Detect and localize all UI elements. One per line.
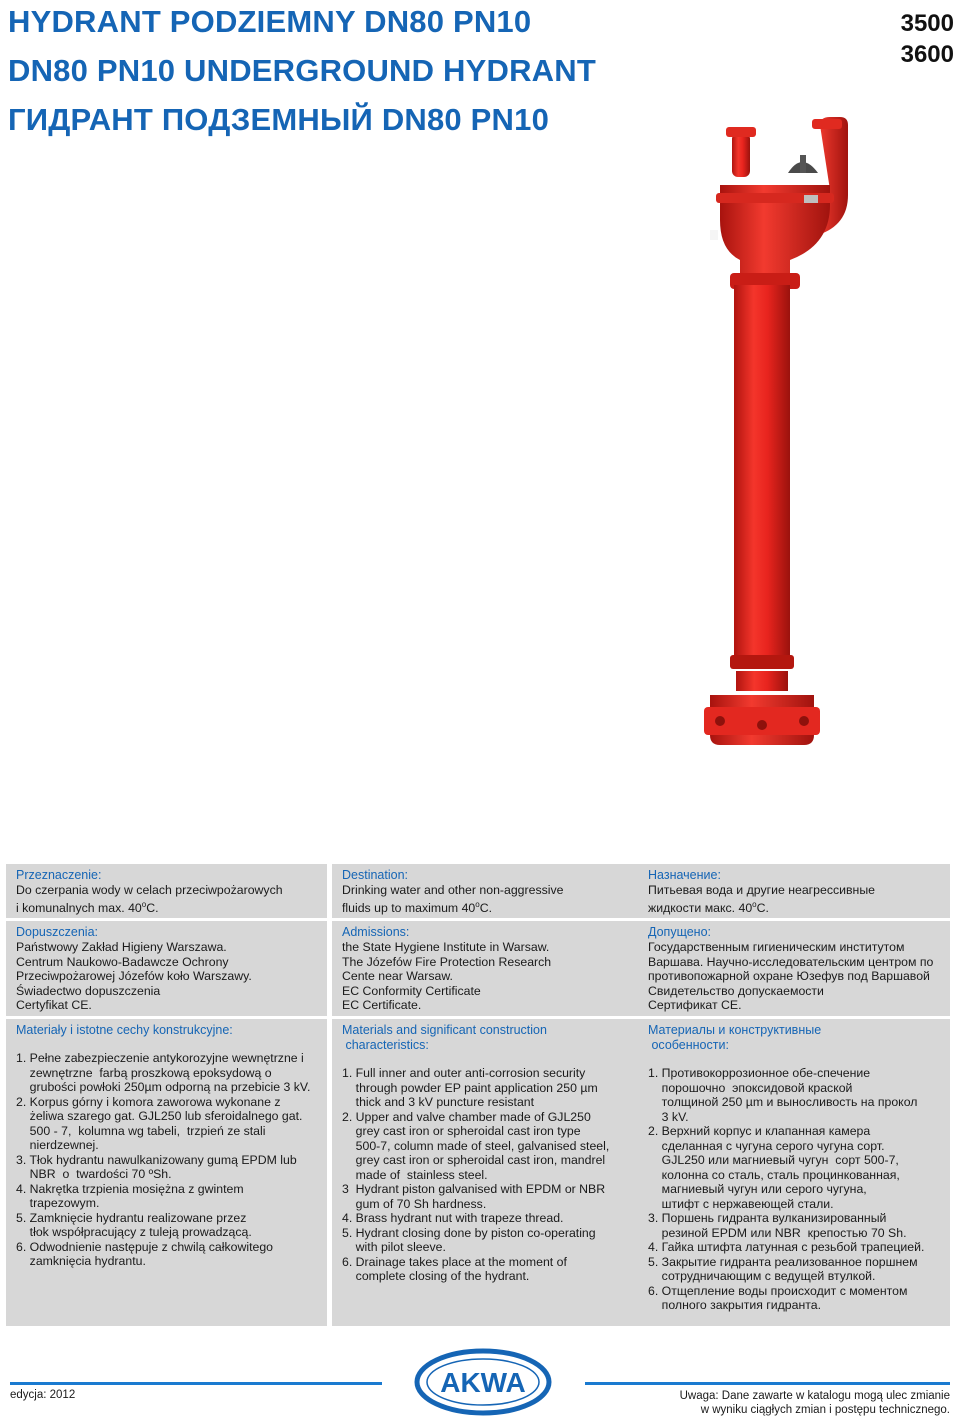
title-russian: ГИДРАНТ ПОДЗЕМНЫЙ DN80 PN10	[8, 102, 550, 137]
purpose-text-ru-2a: жидкости макс. 40	[648, 900, 753, 915]
list-item: grubości powłoki 250µm odporną na przebicie 3 kV.	[16, 1080, 311, 1094]
list-item: 2. Верхний корпус и клапанная камера	[648, 1124, 871, 1138]
list-item: полного закрытия гидранта.	[648, 1298, 822, 1312]
admissions-panel-pl	[6, 921, 327, 1016]
admissions-heading-ru: Допущено:	[648, 925, 712, 939]
list-item: 4. Гайка штифта латунная с резьбой трапецией.	[648, 1240, 925, 1254]
materials-heading-en: Materials and significant construction	[342, 1023, 547, 1037]
column-english	[332, 864, 653, 1326]
akwa-logo	[413, 1348, 553, 1416]
purpose-text-ru-1: Питьевая вода и другие неагрессивные	[648, 883, 876, 897]
materials-list-pl	[16, 1051, 317, 1269]
admissions-line: Centrum Naukowo-Badawcze Ochrony	[16, 954, 229, 969]
list-item: nierdzewnej.	[16, 1138, 99, 1152]
materials-panel-pl	[6, 1019, 327, 1326]
admissions-panel-ru	[638, 921, 950, 1016]
title-polish: HYDRANT PODZIEMNY DN80 PN10	[8, 4, 532, 39]
column-russian	[638, 864, 950, 1326]
list-item: NBR o twardości 70 ºSh.	[16, 1167, 172, 1181]
list-item: сотрудничающим с ведущей втулкой.	[648, 1269, 876, 1283]
list-item: резиной EPDM или NBR крепостью 70 Sh.	[648, 1225, 907, 1240]
hydrant-image	[680, 95, 880, 755]
admissions-line: Сертификат CE.	[648, 998, 742, 1012]
list-item: GJL250 или магниевый чугун сорт 500-7,	[648, 1153, 899, 1167]
purpose-text-ru-2b: C.	[756, 900, 769, 915]
edition-label: edycja: 2012	[10, 1389, 76, 1401]
admissions-line: Państwowy Zakład Higieny Warszawa.	[16, 940, 227, 954]
purpose-text-en-1: Drinking water and other non-aggressive	[342, 883, 564, 897]
materials-panel-ru	[638, 1019, 950, 1326]
list-item: 3. Tłok hydrantu nawulkanizowany gumą EPDM lub	[16, 1152, 297, 1167]
list-item: thick and 3 kV puncture resistant	[342, 1095, 535, 1109]
admissions-line: Свидетельство допускаемости	[648, 983, 824, 998]
list-item: 4. Brass hydrant nut with trapeze thread.	[342, 1211, 564, 1225]
list-item: 3. Поршень гидранта вулканизированный	[648, 1211, 887, 1225]
purpose-heading-en: Destination:	[342, 868, 409, 882]
list-item: 1. Pełne zabezpieczenie antykorozyjne wewnętrzne i	[16, 1051, 304, 1065]
footer-divider-right	[585, 1382, 950, 1385]
list-item: with pilot sleeve.	[342, 1240, 446, 1254]
list-item: complete closing of the hydrant.	[342, 1269, 530, 1283]
list-item: 6. Drainage takes place at the moment of	[342, 1254, 567, 1269]
purpose-text-ru-2	[648, 898, 940, 916]
admissions-line: Cente near Warsaw.	[342, 969, 453, 983]
admissions-panel-en	[332, 921, 653, 1016]
purpose-text-en-2a: fluids up to maximum 40	[342, 900, 476, 915]
list-item: 2. Korpus górny i komora zaworowa wykonane z	[16, 1094, 281, 1109]
admissions-line: Варшава. Научно-исследовательским центром по	[648, 954, 934, 969]
admissions-line: Świadectwo dopuszczenia	[16, 983, 161, 998]
materials-heading-ru: Материалы и конструктивные	[648, 1023, 822, 1037]
degree-sup: o	[752, 899, 757, 909]
disclaimer-line-1: Uwaga: Dane zawarte w katalogu mogą ulec zmianie	[679, 1390, 950, 1402]
list-item: 5. Hydrant closing done by piston co-operating	[342, 1225, 596, 1240]
list-item: 500-7, column made of steel, galvanised steel,	[342, 1138, 610, 1153]
list-item: сделанная с чугуна серого чугуна сорт.	[648, 1138, 885, 1153]
list-item: 3 Hydrant piston galvanised with EPDM or NBR	[342, 1182, 606, 1196]
list-item: 2. Upper and valve chamber made of GJL250	[342, 1109, 591, 1124]
degree-sup: o	[475, 899, 480, 909]
list-item: zamknięcia hydrantu.	[16, 1254, 146, 1268]
admissions-heading-pl: Dopuszczenia:	[16, 925, 98, 939]
purpose-text-en-2	[342, 898, 643, 916]
product-code-3600: 3600	[900, 41, 954, 68]
admissions-line: Государственным гигиеническим институтом	[648, 940, 905, 954]
title-english: DN80 PN10 UNDERGROUND HYDRANT	[8, 53, 596, 88]
list-item: колонна со сталь, сталь процинкованная,	[648, 1167, 900, 1182]
materials-heading-en-2: characteristics:	[342, 1038, 429, 1052]
purpose-panel-en	[332, 864, 653, 918]
list-item: trapezowym.	[16, 1196, 100, 1210]
list-item: порошочно эпоксидовой краской	[648, 1080, 853, 1095]
list-item: штифт с нержавеющей стали.	[648, 1196, 834, 1211]
product-code-3500: 3500	[900, 10, 954, 37]
materials-heading-ru-2: особенности:	[648, 1038, 729, 1052]
admissions-line: противопожарной охране Юзефув под Варшавой	[648, 969, 930, 983]
list-item: 1. Противокоррозионное обе-спечение	[648, 1066, 871, 1080]
list-item: толщиной 250 µm и выносливость на прокол	[648, 1095, 918, 1109]
admissions-line: Przeciwpożarowej Józefów koło Warszawy.	[16, 969, 252, 983]
column-polish	[6, 864, 327, 1326]
materials-heading-pl: Materiały i istotne cechy konstrukcyjne:	[16, 1023, 233, 1037]
materials-panel-en	[332, 1019, 653, 1326]
admissions-line: The Józefów Fire Protection Research	[342, 954, 552, 969]
admissions-heading-en: Admissions:	[342, 925, 410, 939]
purpose-heading-pl: Przeznaczenie:	[16, 868, 102, 882]
footer-divider-left	[10, 1382, 382, 1385]
list-item: tłok współpracujący z tuleją prowadzącą.	[16, 1225, 252, 1239]
list-item: 4. Nakrętka trzpienia mosiężna z gwintem	[16, 1181, 244, 1196]
purpose-text-pl-2	[16, 898, 317, 916]
list-item: 3 kV.	[648, 1109, 689, 1124]
disclaimer-line-2: w wyniku ciągłych zmian i postępu technicznego.	[700, 1404, 950, 1416]
list-item: магниевый чугун или серого чугуна,	[648, 1182, 867, 1196]
list-item: zewnętrzne farbą proszkową epoksydową o	[16, 1065, 272, 1080]
product-codes	[901, 8, 954, 70]
purpose-text-en-2b: C.	[479, 900, 493, 915]
admissions-line: the State Hygiene Institute in Warsaw.	[342, 940, 550, 954]
admissions-line: EC Conformity Certificate	[342, 983, 481, 998]
purpose-text-pl-1: Do czerpania wody w celach przeciwpożarowych	[16, 883, 283, 897]
list-item: żeliwa szarego gat. GJL250 lub sferoidalnego gat.	[16, 1109, 303, 1123]
materials-list-en	[342, 1066, 643, 1284]
degree-sup: o	[141, 899, 147, 909]
materials-list-ru	[648, 1066, 940, 1313]
disclaimer-note	[680, 1389, 950, 1417]
purpose-heading-ru: Назначение:	[648, 868, 721, 882]
list-item: grey cast iron or spheroidal cast iron type	[342, 1124, 581, 1138]
purpose-text-pl-2b: C.	[146, 900, 159, 915]
list-item: 6. Odwodnienie następuje z chwilą całkowitego	[16, 1239, 274, 1254]
list-item: grey cast iron or spheroidal cast iron, mandrel	[342, 1153, 606, 1167]
list-item: 1. Full inner and outer anti-corrosion security	[342, 1066, 586, 1080]
admissions-line: EC Certificate.	[342, 998, 422, 1012]
logo-text: AKWA	[440, 1367, 526, 1398]
list-item: through powder EP paint application 250 µm	[342, 1080, 598, 1095]
purpose-panel-pl	[6, 864, 327, 918]
list-item: 5. Закрытие гидранта реализованное поршнем	[648, 1254, 918, 1269]
purpose-panel-ru	[638, 864, 950, 918]
list-item: 5. Zamknięcie hydrantu realizowane przez	[16, 1210, 247, 1225]
list-item: made of stainless steel.	[342, 1167, 488, 1182]
admissions-line: Certyfikat CE.	[16, 998, 92, 1012]
list-item: gum of 70 Sh hardness.	[342, 1196, 487, 1211]
purpose-text-pl-2a: i komunalnych max. 40	[16, 900, 142, 915]
list-item: 6. Отщепление воды происходит с моментом	[648, 1283, 908, 1298]
list-item: 500 - 7, kolumna wg tabeli, trzpień ze stali	[16, 1123, 266, 1138]
